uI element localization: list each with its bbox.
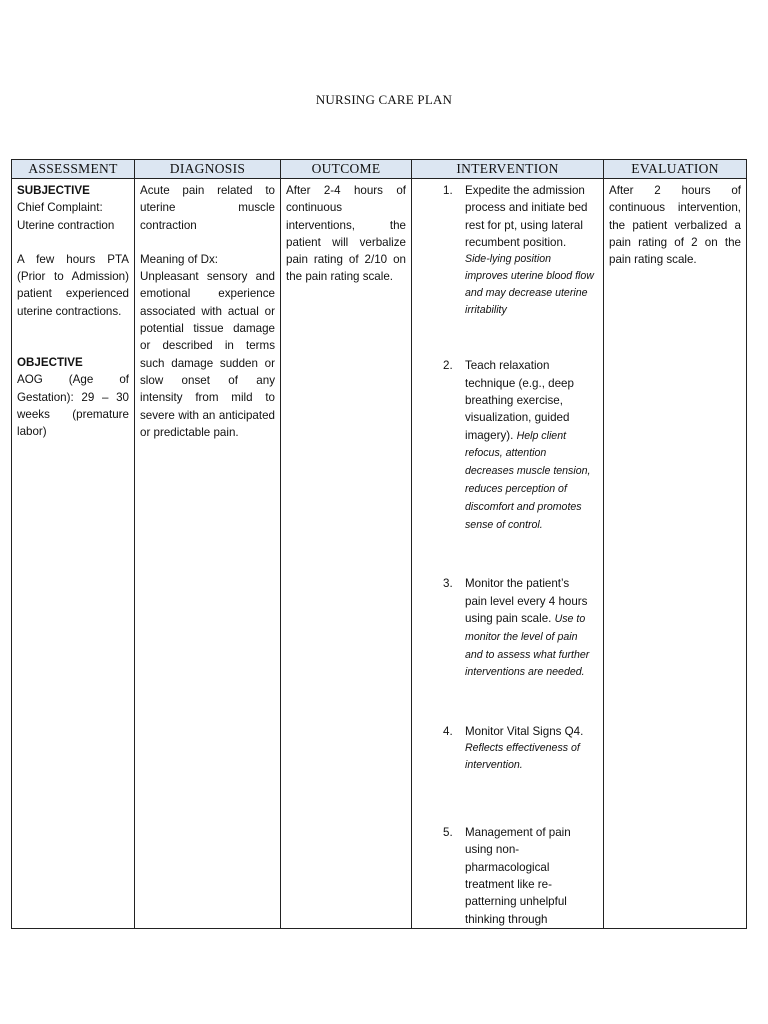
intervention-action: Monitor Vital Signs Q4. [465, 725, 584, 739]
assessment-history: A few hours PTA (Prior to Admission) patient experienced uterine contractions. [17, 252, 129, 318]
document-title: NURSING CARE PLAN [315, 92, 453, 107]
assessment-cell [12, 179, 135, 929]
list-item [417, 723, 598, 774]
header-assessment: ASSESSMENT [12, 160, 135, 179]
header-evaluation: EVALUATION [604, 160, 747, 179]
subjective-heading: SUBJECTIVE [17, 184, 90, 197]
intervention-rationale: Reflects effectiveness of intervention. [465, 742, 580, 772]
intervention-action: Management of pain using non-pharmacological treatment like re-patterning unhelpful thinking through [465, 826, 571, 926]
objective-text: AOG (Age of Gestation): 29 – 30 weeks (premature labor) [17, 373, 129, 439]
chief-complaint-value: Uterine contraction [17, 218, 115, 232]
intervention-rationale: Use to monitor the level of pain and to assess what further interventions are needed. [465, 612, 590, 679]
evaluation-cell [604, 179, 747, 929]
intervention-list [417, 182, 598, 928]
table-row [12, 179, 747, 929]
intervention-number: 5. [443, 826, 453, 840]
outcome-text: After 2-4 hours of continuous interventions, the patient will verbalize pain rating of 2/10 on the pain rating scale. [286, 184, 406, 284]
outcome-cell [281, 179, 412, 929]
nursing-care-plan-table [11, 159, 747, 929]
list-item [417, 824, 598, 928]
table-header-row [12, 160, 747, 179]
intervention-rationale: Side-lying position improves uterine blood flow and may decrease uterine irritability [465, 253, 594, 316]
intervention-number: 4. [443, 725, 453, 739]
objective-heading: OBJECTIVE [17, 356, 83, 370]
intervention-action: Teach relaxation technique (e.g., deep breathing exercise, visualization, guided imagery). [465, 359, 574, 442]
chief-complaint-label: Chief Complaint: [17, 201, 103, 215]
list-item [417, 182, 598, 318]
header-intervention: INTERVENTION [412, 160, 604, 179]
diagnosis-cell [135, 179, 281, 929]
list-item [417, 575, 598, 681]
intervention-action: Expedite the admission process and initiate bed rest for pt, using lateral recumbent position. [465, 184, 588, 249]
header-outcome: OUTCOME [281, 160, 412, 179]
intervention-number: 2. [443, 359, 453, 373]
intervention-number: 1. [443, 184, 453, 197]
diagnosis-meaning-text: Unpleasant sensory and emotional experience associated with actual or potential tissue damage or described in terms such damage sudden or slow onset of any intensity from mild to severe with an anticipated or predictable pain. [140, 270, 275, 439]
evaluation-text: After 2 hours of continuous intervention, the patient verbalized a pain rating of 2 on the pain rating scale. [609, 184, 741, 267]
header-diagnosis: DIAGNOSIS [135, 160, 281, 179]
list-item [417, 357, 598, 533]
intervention-number: 3. [443, 577, 453, 591]
intervention-rationale: Help client refocus, attention decreases muscle tension, reduces perception of discomfort and promotes sense of control. [465, 429, 591, 531]
intervention-cell [412, 179, 604, 929]
diagnosis-statement: Acute pain related to uterine muscle contraction [140, 184, 275, 232]
diagnosis-meaning-label: Meaning of Dx: [140, 252, 218, 266]
intervention-action: Monitor the patient’s pain level every 4 hours using pain scale. [465, 577, 588, 625]
